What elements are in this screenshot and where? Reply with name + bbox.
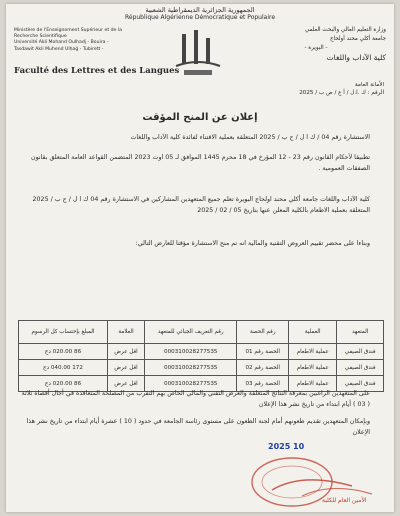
university-ar: جامعة أكلي محند أولحاج [329,36,386,42]
faculty-ar: كلية الآداب واللغات [326,53,386,62]
paragraph-results-info: على المتعهدين الراغبين بمعرفة النتائج المتعلقة والعرض التقني والمالي الخاص بهم التقرب من المصلحة المتعاقدة في أجال أقصاه ثلاثة ( 03 ) أيام ابتداء من تاريخ نشر هذا الإعلان [21,390,370,408]
header-lot: رقم الحصة [237,321,289,344]
cell-bidder: فندق الصيفي [337,360,384,376]
header-french: République Algérienne Démocratique et Populaire [124,14,276,21]
paragraph-law: تطبيقا لأحكام القانون رقم 23 - 12 المؤرخ في 18 محرم 1445 الموافق لـ 05 اوت 2023 المتضمن القواعد العامة المتعلق بقانون الصفقات العمومية . [31,154,370,172]
cell-amount: 86 020.00 دج [19,376,108,392]
cell-operation: عملية الاطعام [289,360,337,376]
cell-bidder: فندق الصيفي [337,376,384,392]
cell-lot: الحصة رقم 01 [237,344,289,360]
header-score: العلامة [107,321,144,344]
ministry-fr: Ministère de l'Enseignement Supérieur et de la Recherche Scientifique [14,28,122,40]
cell-tax-id: 000310028277535 [145,360,237,376]
cell-score: اقل عرض [107,376,144,392]
table-row [19,360,384,376]
official-stamp [232,442,382,508]
city-ar: - البويرة - [304,45,328,51]
secretariat-label: الأمانة العامة [355,82,384,88]
cell-lot: الحصة رقم 02 [237,360,289,376]
cell-operation: عملية الاطعام [289,344,337,360]
header-tax-id: رقم التعريف الجبائي للمتعهد [145,321,237,344]
university-logo [170,30,226,80]
header-amount: المبلغ بإحتساب كل الرسوم [19,321,108,344]
cell-amount: 172 040.00 دج [19,360,108,376]
university-tamazight: Tasdawit Akli Muhend Ulḥağ - Tubirett - [14,46,104,52]
header-bidder: المتعهد [337,321,384,344]
cell-amount: 86 020.00 دج [19,344,108,360]
cell-tax-id: 000310028277535 [145,376,237,392]
paragraph-appeals: وبإمكان المتعهدين تقديم طعونهم أمام لجنة الطعون على مستوى رئاسة الجامعة في حدود ( 10 ) عشرة أيام ابتداء من تاريخ نشر هذا الإعلان [26,418,370,436]
reference-number: الرقم : ك .ا.ل / أ ع / ص ب / 2025 [299,90,384,96]
results-table [18,320,384,392]
cell-operation: عملية الاطعام [289,376,337,392]
header-operation: العملية [289,321,337,344]
header-arabic: الجمهورية الجزائرية الديمقراطية الشعبية [145,6,255,14]
page-title: إعلان عن المنح المؤقت [142,112,258,123]
cell-bidder: فندق الصيفي [337,344,384,360]
stamp-text: الأمين العام للكلية [322,497,367,504]
cell-lot: الحصة رقم 03 [237,376,289,392]
paragraph-notice: كلية الآداب واللغات جامعة أكلي محند اولحاج البويرة تعلم جميع المتعهدين المشاركين في الاستشارة رقم 04 ك ا ل / ح ب / 2025 المتعلقة بعملية الاطعام بالكلية المعلن عنها بتاريخ 05 / 02 / 2025 [32,196,370,214]
cell-score: اقل عرض [107,360,144,376]
university-fr: Université Akli Mohand Oulhadj - Bouira - [14,40,109,46]
cell-score: اقل عرض [107,344,144,360]
ministry-ar: وزارة التعليم العالي والبحث العلمي [304,27,386,33]
faculty-fr: Faculté des Lettres et des Langues [14,66,180,76]
left-header [14,28,134,53]
paragraph-consultation: الاستشارة رقم 04 / ك ا ل / ح ب / 2025 المتعلقة بعملية الاقتناء لفائدة كلية الآداب واللغات [130,134,370,141]
signature-date: 2025 10 [268,442,305,451]
cell-tax-id: 000310028277535 [145,344,237,360]
paragraph-award: وبناءا على محضر تقييم العروض التقنية والمالية انه تم منح الاستشارة مؤقتا للعارض التالي: [135,240,370,247]
document-page [6,4,394,512]
table-header-row [19,321,384,344]
right-header [246,26,386,62]
table-row [19,344,384,360]
